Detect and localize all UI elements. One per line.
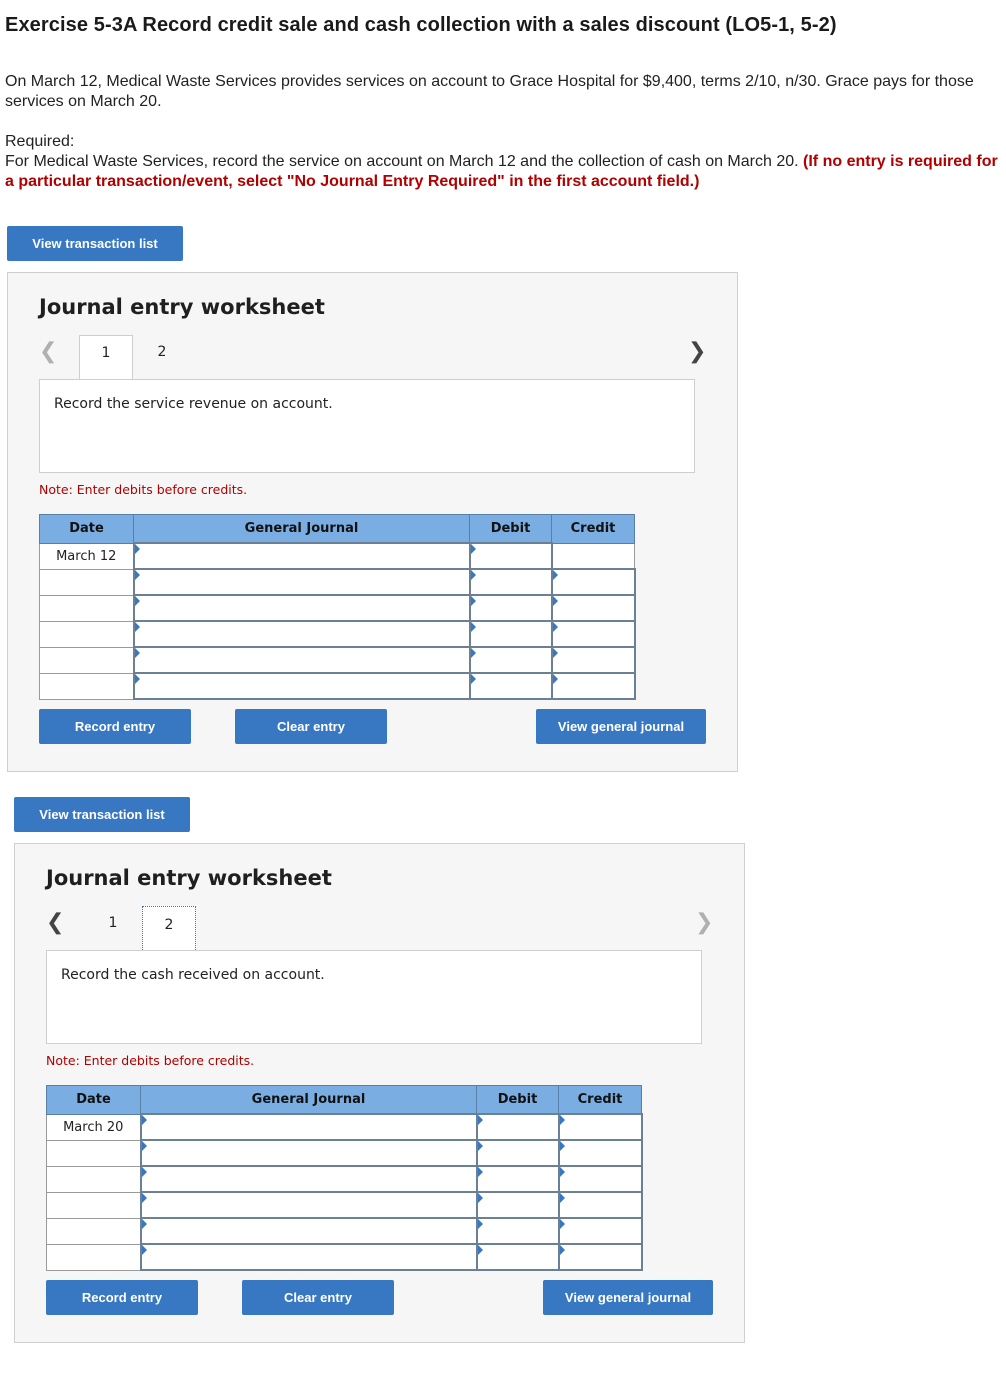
account-input[interactable] <box>142 1245 476 1269</box>
date-cell <box>47 1166 141 1192</box>
clear-entry-button[interactable]: Clear entry <box>242 1280 394 1315</box>
table-row <box>47 1114 642 1140</box>
column-header-credit: Credit <box>559 1086 642 1115</box>
tab-2[interactable]: 2 <box>157 344 167 360</box>
account-field[interactable] <box>134 647 470 673</box>
column-header-date: Date <box>40 515 134 544</box>
page-title: Exercise 5-3A Record credit sale and cash collection with a sales discount (LO5-1, 5-2) <box>5 14 837 36</box>
worksheet-title: Journal entry worksheet <box>39 295 325 319</box>
debits-note: Note: Enter debits before credits. <box>39 482 248 497</box>
debit-input[interactable] <box>471 622 551 646</box>
account-field[interactable] <box>141 1192 477 1218</box>
date-cell <box>40 673 134 699</box>
debit-field[interactable] <box>470 543 552 569</box>
account-input[interactable] <box>142 1115 476 1139</box>
debit-field[interactable] <box>470 621 552 647</box>
debit-field[interactable] <box>477 1218 559 1244</box>
debit-input[interactable] <box>478 1193 558 1217</box>
credit-field[interactable] <box>559 1114 642 1140</box>
chevron-right-icon[interactable]: ❯ <box>688 339 707 364</box>
date-cell: March 20 <box>47 1114 141 1140</box>
credit-field[interactable] <box>559 1140 642 1166</box>
journal-table <box>46 1085 643 1271</box>
table-row <box>40 569 635 595</box>
account-field[interactable] <box>134 595 470 621</box>
credit-field[interactable] <box>552 595 635 621</box>
date-cell <box>47 1218 141 1244</box>
view-general-journal-button[interactable]: View general journal <box>543 1280 713 1315</box>
debit-input[interactable] <box>471 544 551 568</box>
date-cell <box>40 595 134 621</box>
required-text: For Medical Waste Services, record the service on account on March 12 and the collection of cash on March 20. <box>5 153 799 170</box>
account-field[interactable] <box>141 1140 477 1166</box>
worksheet-title: Journal entry worksheet <box>46 866 332 890</box>
debit-input[interactable] <box>471 674 551 698</box>
date-cell <box>40 647 134 673</box>
date-cell <box>47 1192 141 1218</box>
credit-input[interactable] <box>560 1115 641 1139</box>
table-row <box>47 1244 642 1270</box>
debit-input[interactable] <box>478 1141 558 1165</box>
credit-input[interactable] <box>553 648 634 672</box>
clear-entry-button[interactable]: Clear entry <box>235 709 387 744</box>
account-field[interactable] <box>141 1244 477 1270</box>
debits-note: Note: Enter debits before credits. <box>46 1053 255 1068</box>
required-label: Required: <box>5 133 75 150</box>
credit-input[interactable] <box>560 1193 641 1217</box>
required-note: (If no entry is required for a particular transaction/event, select "No Journal Entry Required" in the first account field.) <box>5 153 998 190</box>
table-row <box>47 1192 642 1218</box>
credit-field[interactable] <box>552 647 635 673</box>
journal-worksheet-2 <box>14 843 745 1343</box>
account-input[interactable] <box>135 570 469 594</box>
account-input[interactable] <box>142 1219 476 1243</box>
credit-input[interactable] <box>553 622 634 646</box>
tab-1[interactable]: 1 <box>108 915 118 931</box>
intro-text: On March 12, Medical Waste Services provides services on account to Grace Hospital for $9,400, terms 2/10, n/30. Grace pays for those services on March 20. <box>5 73 974 110</box>
date-cell <box>47 1244 141 1270</box>
view-transaction-list-button[interactable]: View transaction list <box>7 226 183 261</box>
debit-field[interactable] <box>470 595 552 621</box>
chevron-left-icon[interactable]: ❮ <box>46 910 65 935</box>
debit-field[interactable] <box>477 1114 559 1140</box>
journal-table <box>39 514 636 700</box>
tab-1[interactable]: 1 <box>79 335 133 381</box>
transaction-description: Record the cash received on account. <box>46 950 702 1044</box>
date-cell <box>40 621 134 647</box>
chevron-right-icon[interactable]: ❯ <box>695 910 714 935</box>
table-row <box>47 1218 642 1244</box>
date-cell <box>40 569 134 595</box>
account-input[interactable] <box>142 1167 476 1191</box>
debit-input[interactable] <box>471 648 551 672</box>
transaction-description: Record the service revenue on account. <box>39 379 695 473</box>
view-transaction-list-button[interactable]: View transaction list <box>14 797 190 832</box>
debit-input[interactable] <box>478 1219 558 1243</box>
account-input[interactable] <box>142 1193 476 1217</box>
credit-field[interactable] <box>552 569 635 595</box>
credit-input[interactable] <box>553 544 635 569</box>
credit-input[interactable] <box>553 596 634 620</box>
credit-field[interactable] <box>559 1218 642 1244</box>
column-header-general-journal: General Journal <box>141 1086 477 1115</box>
debit-field[interactable] <box>470 647 552 673</box>
credit-field[interactable] <box>552 621 635 647</box>
date-cell <box>47 1140 141 1166</box>
credit-input[interactable] <box>560 1219 641 1243</box>
debit-input[interactable] <box>471 596 551 620</box>
account-field[interactable] <box>141 1114 477 1140</box>
table-row <box>40 595 635 621</box>
journal-worksheet-1 <box>7 272 738 772</box>
column-header-date: Date <box>47 1086 141 1115</box>
credit-field[interactable] <box>559 1166 642 1192</box>
record-entry-button[interactable]: Record entry <box>39 709 191 744</box>
account-input[interactable] <box>135 622 469 646</box>
debit-field[interactable] <box>477 1166 559 1192</box>
column-header-credit: Credit <box>552 515 635 544</box>
record-entry-button[interactable]: Record entry <box>46 1280 198 1315</box>
account-input[interactable] <box>135 544 469 568</box>
table-row <box>47 1166 642 1192</box>
account-input[interactable] <box>135 674 469 698</box>
chevron-left-icon[interactable]: ❮ <box>39 339 58 364</box>
tab-2[interactable]: 2 <box>142 906 196 952</box>
credit-input[interactable] <box>560 1167 641 1191</box>
view-general-journal-button[interactable]: View general journal <box>536 709 706 744</box>
column-header-debit: Debit <box>477 1086 559 1115</box>
column-header-debit: Debit <box>470 515 552 544</box>
table-row <box>47 1140 642 1166</box>
credit-input[interactable] <box>553 570 634 594</box>
table-row <box>40 673 635 699</box>
date-cell: March 12 <box>40 543 134 569</box>
debit-input[interactable] <box>471 570 551 594</box>
account-input[interactable] <box>142 1141 476 1165</box>
debit-field[interactable] <box>477 1192 559 1218</box>
account-field[interactable] <box>141 1218 477 1244</box>
table-row <box>40 621 635 647</box>
credit-field[interactable] <box>552 543 635 569</box>
debit-input[interactable] <box>478 1245 558 1269</box>
required-section <box>5 132 1000 192</box>
credit-field[interactable] <box>552 673 635 699</box>
account-input[interactable] <box>135 648 469 672</box>
debit-input[interactable] <box>478 1115 558 1139</box>
account-field[interactable] <box>134 673 470 699</box>
debit-field[interactable] <box>477 1140 559 1166</box>
table-row <box>40 543 635 569</box>
credit-input[interactable] <box>553 674 634 698</box>
debit-field[interactable] <box>470 673 552 699</box>
account-field[interactable] <box>134 621 470 647</box>
debit-field[interactable] <box>470 569 552 595</box>
account-field[interactable] <box>134 543 470 569</box>
table-row <box>40 647 635 673</box>
debit-input[interactable] <box>478 1167 558 1191</box>
credit-input[interactable] <box>560 1141 641 1165</box>
account-field[interactable] <box>141 1166 477 1192</box>
credit-field[interactable] <box>559 1244 642 1270</box>
account-field[interactable] <box>134 569 470 595</box>
credit-input[interactable] <box>560 1245 641 1269</box>
account-input[interactable] <box>135 596 469 620</box>
column-header-general-journal: General Journal <box>134 515 470 544</box>
debit-field[interactable] <box>477 1244 559 1270</box>
credit-field[interactable] <box>559 1192 642 1218</box>
